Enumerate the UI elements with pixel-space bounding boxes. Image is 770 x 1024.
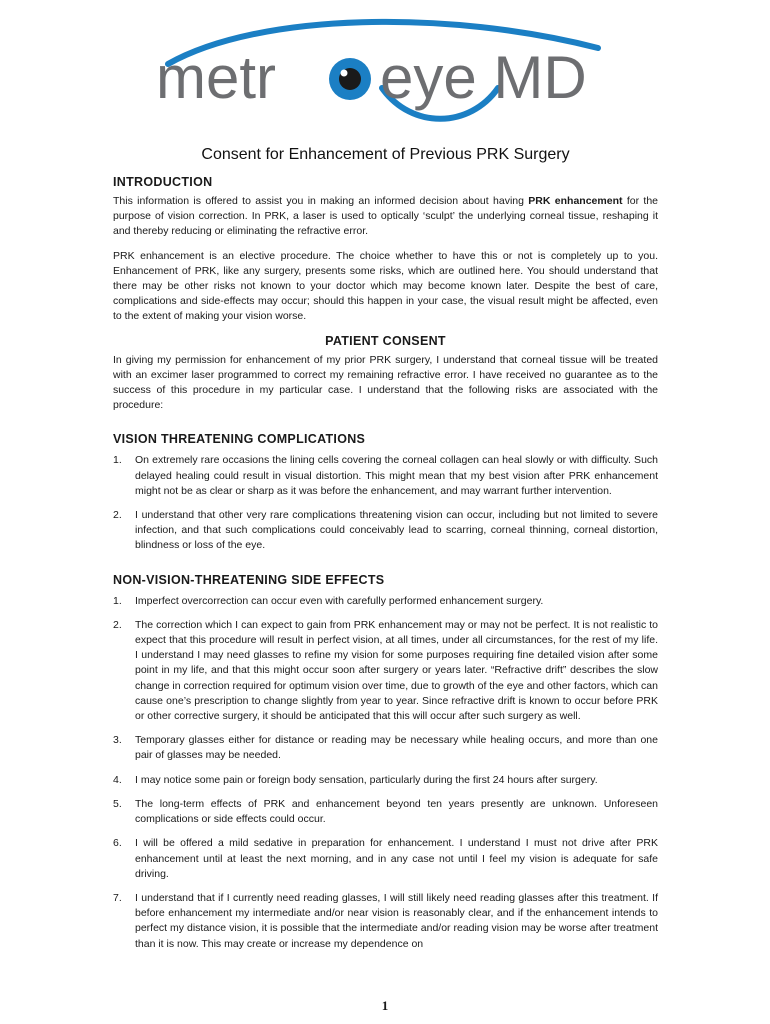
- list-item: [113, 797, 658, 827]
- item-number: 1.: [113, 454, 122, 467]
- item-text: I will be offered a mild sedative in preparation for enhancement. I understand I must not drive after PRK enhancement until at least the next morning, and in any case not until I feel my vision is adequate for safe driving.: [135, 837, 658, 880]
- patient-consent-heading: PATIENT CONSENT: [325, 333, 446, 348]
- item-text: The correction which I can expect to gain from PRK enhancement may or may not be perfect. It is not realistic to expect that this procedure will result in perfect vision, at all times, under all circumstances, for the rest of my life. I understand I may need glasses to refine my vision for some purposes requiring fine detailed vision after some point in my life, and that this might occur soon after surgery or years later. “Refractive drift” describes the slow change in correction required for optimum vision over time, due to growth of the eye and other factors, which can cause one’s prescription to change slightly from year to year. Since refractive drift is known to occur before PRK or other corrective surgery, it should be anticipated that this will occur after such surgery as well.: [135, 618, 658, 723]
- item-text: Temporary glasses either for distance or reading may be necessary while healing occurs, and more than one pair of glasses may be needed.: [135, 734, 658, 762]
- intro-text-b: for the purpose of vision correction. In PRK, a laser is used to optically ‘sculpt’ the underlying corneal tissue, reshaping it and thereby reducing or eliminating the refractive error.: [113, 195, 658, 238]
- logo-text-left: metr: [156, 44, 276, 111]
- item-text: I understand that if I currently need reading glasses, I will still likely need reading glasses after this treatment. If before enhancement my intermediate and/or near vision is reasonably clear, and if the enhancement intends to perfect my distance vision, it is possible that the intermediate and/or reading vision may be worse after treatment than it is now. This may create or increase my dependence on: [135, 891, 658, 950]
- item-text: I understand that other very rare complications threatening vision can occur, including but not limited to severe infection, and that such complications could conceivably lead to scarring, corneal thinning, corneal distortion, blindness or loss of the eye.: [135, 509, 658, 552]
- list-item: [113, 836, 658, 882]
- document-title: Consent for Enhancement of Previous PRK Surgery: [201, 146, 570, 163]
- item-number: 3.: [113, 734, 122, 747]
- item-number: 7.: [113, 891, 122, 904]
- page-number: 1: [381, 998, 389, 1013]
- patient-consent-paragraph: In giving my permission for enhancement of my prior PRK surgery, I understand that corneal tissue will be treated with an excimer laser programmed to correct my remaining refractive error. I have received no guarantee as to the success of this procedure in my particular case. I understand that the following risks are associated with the procedure:: [113, 353, 658, 412]
- list-item: [113, 733, 658, 763]
- list-item: [113, 453, 658, 499]
- item-text: Imperfect overcorrection can occur even with carefully performed enhancement surgery.: [135, 594, 544, 607]
- vision-threatening-heading: VISION THREATENING COMPLICATIONS: [113, 432, 366, 447]
- introduction-paragraph-2: PRK enhancement is an elective procedure. The choice whether to have this or not is completely up to you. Enhancement of PRK, like any surgery, presents some risks, which are outlined here. You should understand that there may be other risks not known to your doctor which may become known later. Despite the best of care, complications and side-effects may occur; should this happen in your case, the visual result might be affected, even to the extent of making your vision worse.: [113, 249, 658, 323]
- item-number: 2.: [113, 618, 122, 631]
- list-item: [113, 773, 658, 788]
- list-item: [113, 891, 658, 952]
- introduction-heading: INTRODUCTION: [113, 175, 213, 189]
- eye-icon: [329, 58, 371, 100]
- intro-text-a: This information is offered to assist you in making an informed decision about having: [113, 195, 529, 207]
- document-body: [113, 146, 658, 961]
- item-number: 1.: [113, 594, 122, 607]
- intro-bold-text: PRK enhancement: [528, 195, 623, 207]
- non-vision-threatening-list: [113, 594, 658, 952]
- list-item: [113, 508, 658, 554]
- non-vision-threatening-heading: NON-VISION-THREATENING SIDE EFFECTS: [113, 572, 385, 587]
- item-text: The long-term effects of PRK and enhancement beyond ten years presently are unknown. Unforeseen complications or side effects could occur.: [135, 797, 658, 826]
- item-text: I may notice some pain or foreign body sensation, particularly during the first 24 hours after surgery.: [135, 773, 598, 786]
- metro-eye-md-logo: [150, 18, 620, 128]
- item-number: 2.: [113, 509, 122, 522]
- item-number: 4.: [113, 773, 122, 786]
- item-number: 6.: [113, 837, 122, 850]
- vision-threatening-list: [113, 453, 658, 553]
- item-text: On extremely rare occasions the lining cells covering the corneal collagen can heal slowly or with difficulty. Such delayed healing could result in visual distortion. This might mean that my best vision after PRK enhancement might not be as clear or sharp as it was before the enhancement, and may warrant further intervention.: [135, 454, 658, 497]
- logo-text-right: eye MD: [380, 44, 587, 111]
- list-item: [113, 618, 658, 724]
- list-item: [113, 594, 658, 609]
- introduction-paragraph-1: [113, 194, 658, 240]
- item-number: 5.: [113, 797, 122, 810]
